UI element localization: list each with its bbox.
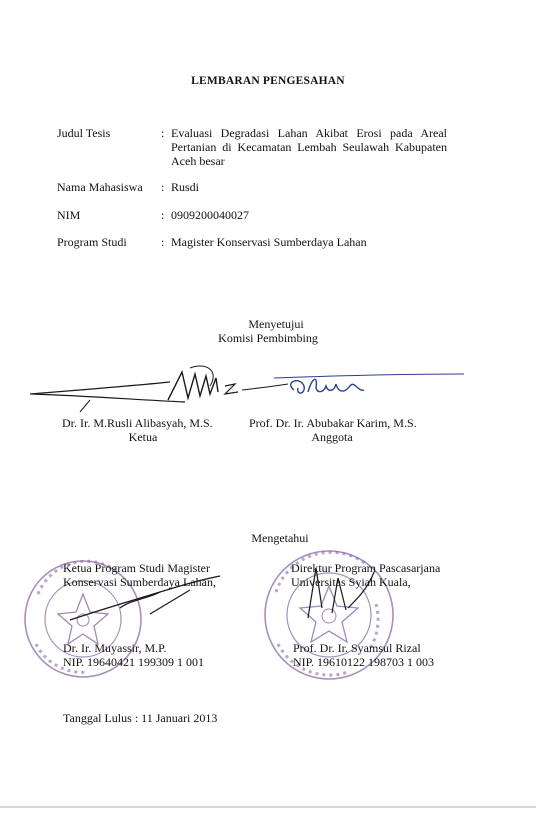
official-2-name: Prof. Dr. Ir. Syamsul Rizal <box>293 641 421 655</box>
field-label-student-name: Nama Mahasiswa <box>57 180 143 194</box>
supervisor-1-role: Ketua <box>128 430 158 444</box>
nim-value: 0909200040027 <box>171 208 249 222</box>
supervisor-1-signature-icon <box>20 360 290 420</box>
field-colon: : <box>161 126 165 140</box>
student-name-value: Rusdi <box>171 180 200 194</box>
field-label-nim: NIM <box>57 208 81 222</box>
acknowledged-heading: Mengetahui <box>251 531 309 545</box>
supervisor-2-signature-icon <box>268 368 468 404</box>
approval-heading: Menyetujui <box>248 317 304 331</box>
field-label-study-program: Program Studi <box>57 235 127 249</box>
official-2-title-line-1: Direktur Program Pascasarjana <box>291 561 441 575</box>
official-2-nip: NIP. 19610122 198703 1 003 <box>293 655 435 669</box>
official-2-title-line-2: Universitas Syiah Kuala, <box>291 575 411 589</box>
thesis-title-line-2 <box>171 140 447 154</box>
page-edge-divider <box>0 806 536 808</box>
official-1-nip: NIP. 19640421 199309 1 001 <box>63 655 205 669</box>
field-label-thesis-title: Judul Tesis <box>57 126 111 140</box>
field-colon: : <box>161 180 165 194</box>
supervisor-2-role: Anggota <box>311 430 353 444</box>
thesis-title-text: Pertanian di Kecamatan Lembah Seulawah Kabupaten <box>171 140 447 154</box>
official-1-title-line-1: Ketua Program Studi Magister <box>63 561 210 575</box>
supervisor-1-name: Dr. Ir. M.Rusli Alibasyah, M.S. <box>62 416 213 430</box>
graduation-date: Tanggal Lulus : 11 Januari 2013 <box>63 711 218 725</box>
thesis-title-line-3: Aceh besar <box>171 154 225 168</box>
study-program-value: Magister Konservasi Sumberdaya Lahan <box>171 235 367 249</box>
official-1-title-line-2: Konservasi Sumberdaya Lahan, <box>63 575 216 589</box>
page-title: LEMBARAN PENGESAHAN <box>191 75 345 87</box>
supervisor-2-name: Prof. Dr. Ir. Abubakar Karim, M.S. <box>249 416 417 430</box>
official-1-name: Dr. Ir. Muyassir, M.P. <box>63 641 167 655</box>
thesis-title-line-1 <box>171 126 447 140</box>
field-colon: : <box>161 235 165 249</box>
committee-heading: Komisi Pembimbing <box>218 331 318 345</box>
thesis-title-text: Evaluasi Degradasi Lahan Akibat Erosi pada Areal <box>171 126 447 140</box>
field-colon: : <box>161 208 165 222</box>
